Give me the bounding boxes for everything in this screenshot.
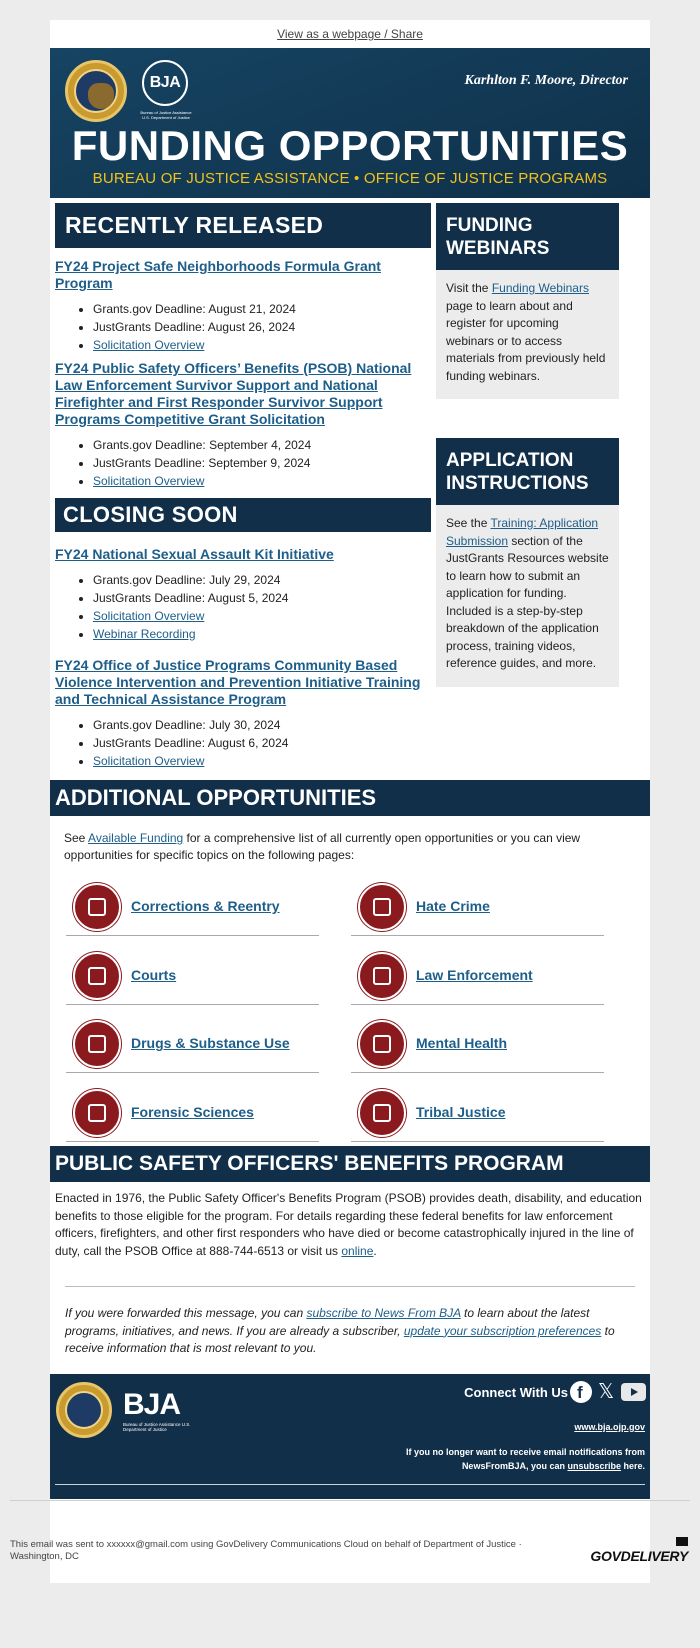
detail-link[interactable]: Solicitation Overview bbox=[93, 609, 205, 623]
topic-item[interactable] bbox=[66, 945, 319, 1005]
forwarded-text-3: to receive information that is most relevant to you. bbox=[65, 1323, 615, 1355]
detail-link[interactable]: Solicitation Overview bbox=[93, 754, 205, 768]
bja-site-link[interactable]: www.bja.ojp.gov bbox=[574, 1421, 645, 1432]
building-icon[interactable] bbox=[73, 883, 121, 931]
closing-item-details bbox=[93, 571, 431, 643]
topic-link[interactable]: Tribal Justice bbox=[416, 1103, 506, 1120]
psob-heading: PUBLIC SAFETY OFFICERS' BENEFITS PROGRAM bbox=[50, 1146, 650, 1182]
update-preferences-link[interactable]: update your subscription preferences bbox=[403, 1323, 602, 1338]
webinars-text-post: page to learn about and register for upcoming webinars or to access materials from previously held funding webinars. bbox=[446, 298, 606, 383]
closing-item-details bbox=[93, 716, 431, 770]
topic-link[interactable]: Law Enforcement bbox=[416, 966, 533, 983]
recent-item-title[interactable]: FY24 Project Safe Neighborhoods Formula Grant Program bbox=[55, 258, 381, 291]
envelope-icon bbox=[676, 1537, 688, 1546]
funding-webinars-heading: FUNDING WEBINARS bbox=[436, 203, 619, 270]
director-name: Karhlton F. Moore, Director bbox=[464, 73, 628, 88]
connect-with-us-label: Connect With Us bbox=[464, 1384, 568, 1400]
topic-item[interactable] bbox=[351, 945, 604, 1005]
badge-sub-text: Bureau of Justice Assistance U.S. Department of Justice bbox=[140, 110, 192, 120]
doj-seal-icon bbox=[65, 60, 127, 122]
detail-link[interactable]: Webinar Recording bbox=[93, 627, 196, 641]
topic-item[interactable] bbox=[351, 1082, 604, 1142]
instructions-text-post: section of the JustGrants Resources website to learn how to submit an application for funding. Included is a step-by-step breakdown of the application process, training videos, reference guides, and more. bbox=[446, 533, 609, 670]
deadline-line: • Grants.gov Deadline: August 21, 2024 bbox=[93, 300, 431, 318]
funding-webinars-body bbox=[436, 270, 619, 399]
deadline-line: • JustGrants Deadline: August 5, 2024 bbox=[93, 589, 431, 607]
topic-link[interactable]: Courts bbox=[131, 966, 177, 983]
bja-anniversary-badge-icon bbox=[136, 56, 196, 122]
funding-webinars-link[interactable]: Funding Webinars bbox=[491, 281, 589, 295]
govdelivery-logo: GOVDELIVERY bbox=[590, 1548, 688, 1564]
additional-text-pre: See bbox=[64, 831, 89, 845]
detail-link[interactable]: Solicitation Overview bbox=[93, 474, 205, 488]
deadline-line: • Grants.gov Deadline: September 4, 2024 bbox=[93, 436, 431, 454]
badge-logo-text: BJA bbox=[149, 74, 181, 91]
sent-to-note: This email was sent to xxxxxx@gmail.com using GovDelivery Communications Cloud on behalf of Department of Justice · Washington, DC bbox=[10, 1539, 522, 1562]
footer-bja-sub: Bureau of Justice Assistance U.S. Department of Justice bbox=[123, 1421, 191, 1432]
topic-link[interactable]: Drugs & Substance Use bbox=[131, 1035, 290, 1051]
gavel-icon[interactable] bbox=[358, 1089, 406, 1137]
email-container bbox=[50, 20, 650, 1583]
detail-link[interactable]: Solicitation Overview bbox=[93, 338, 205, 352]
deadline-line: • JustGrants Deadline: August 6, 2024 bbox=[93, 734, 431, 752]
application-instructions-body bbox=[436, 505, 619, 687]
psob-body bbox=[50, 1182, 650, 1272]
detail-link-item bbox=[93, 472, 431, 490]
right-column bbox=[436, 203, 619, 687]
recent-item-title[interactable]: FY24 Public Safety Officers’ Benefits (PSOB) National Law Enforcement Survivor Support and National Firefighter and First Responder Survivor Support Programs Competitive Grant Solicitation bbox=[55, 360, 412, 427]
topic-grid bbox=[50, 870, 650, 1146]
head-heart-icon[interactable] bbox=[358, 1020, 406, 1068]
additional-intro bbox=[50, 816, 650, 870]
header-banner bbox=[50, 48, 650, 198]
footer-divider bbox=[55, 1484, 645, 1485]
unsub-text-pre: If you no longer want to receive email notifications from NewsFromBJA, you can bbox=[405, 1446, 645, 1471]
topic-item[interactable] bbox=[66, 876, 319, 936]
deadline-line: • Grants.gov Deadline: July 30, 2024 bbox=[93, 716, 431, 734]
deadline-line: • Grants.gov Deadline: July 29, 2024 bbox=[93, 571, 431, 589]
footer-bja-logo: BJA bbox=[123, 1387, 181, 1421]
unsubscribe-note bbox=[385, 1445, 645, 1473]
unsub-text-post: here. bbox=[620, 1460, 645, 1471]
recent-item-details bbox=[93, 436, 431, 490]
available-funding-link[interactable]: Available Funding bbox=[88, 831, 184, 845]
instructions-text-pre: See the bbox=[446, 516, 491, 530]
application-instructions-heading: APPLICATION INSTRUCTIONS bbox=[436, 438, 619, 505]
closing-soon-heading: CLOSING SOON bbox=[55, 498, 431, 532]
detail-link-item bbox=[93, 336, 431, 354]
view-webpage-link[interactable]: View as a webpage / Share bbox=[277, 27, 423, 41]
psob-text-end: . bbox=[373, 1243, 377, 1258]
closing-soon-list bbox=[55, 546, 431, 770]
topic-link[interactable]: Corrections & Reentry bbox=[131, 898, 280, 914]
training-application-link[interactable]: Training: Application Submission bbox=[446, 516, 599, 548]
page-subtitle: BUREAU OF JUSTICE ASSISTANCE • OFFICE OF JUSTICE PROGRAMS bbox=[92, 170, 608, 187]
detail-link-item bbox=[93, 625, 431, 643]
topic-link[interactable]: Mental Health bbox=[416, 1035, 508, 1051]
topic-link[interactable]: Hate Crime bbox=[416, 898, 490, 914]
detail-link-item bbox=[93, 607, 431, 625]
topline bbox=[50, 20, 650, 48]
topic-item[interactable] bbox=[66, 1082, 319, 1142]
footer bbox=[50, 1374, 650, 1499]
x-twitter-icon[interactable]: 𝕏 bbox=[597, 1380, 615, 1403]
clipboard-pills-icon[interactable] bbox=[73, 1020, 121, 1068]
recently-released-list bbox=[55, 258, 431, 490]
unsubscribe-link[interactable]: unsubscribe bbox=[567, 1460, 621, 1471]
topic-item[interactable] bbox=[66, 1013, 319, 1073]
additional-opportunities-heading: ADDITIONAL OPPORTUNITIES bbox=[50, 780, 650, 816]
two-column-section bbox=[50, 198, 650, 780]
footer-doj-seal-icon bbox=[56, 1382, 112, 1438]
fist-icon[interactable] bbox=[358, 883, 406, 931]
page-title: FUNDING OPPORTUNITIES bbox=[71, 122, 629, 169]
closing-item-title[interactable]: FY24 National Sexual Assault Kit Initiative bbox=[55, 546, 334, 562]
youtube-icon[interactable] bbox=[621, 1383, 646, 1401]
magnifier-clipboard-icon[interactable] bbox=[73, 1089, 121, 1137]
deadline-line: • JustGrants Deadline: August 26, 2024 bbox=[93, 318, 431, 336]
courthouse-icon[interactable] bbox=[73, 952, 121, 1000]
left-column bbox=[55, 203, 431, 770]
subscribe-link[interactable]: subscribe to News From BJA bbox=[306, 1306, 461, 1320]
closing-item-title[interactable]: FY24 Office of Justice Programs Community Based Violence Intervention and Prevention Initiative Training and Technical Assistance Program bbox=[55, 657, 421, 707]
psob-online-link[interactable]: online bbox=[341, 1243, 374, 1258]
forwarded-text-1: If you were forwarded this message, you can bbox=[65, 1306, 307, 1320]
recent-item-details bbox=[93, 300, 431, 354]
topic-item[interactable] bbox=[351, 1013, 604, 1073]
police-badge-icon[interactable] bbox=[358, 952, 406, 1000]
bottom-divider bbox=[10, 1500, 690, 1501]
deadline-line: • JustGrants Deadline: September 9, 2024 bbox=[93, 454, 431, 472]
webinars-text-pre: Visit the bbox=[446, 281, 492, 295]
forwarded-note bbox=[50, 1287, 650, 1374]
psob-text: Enacted in 1976, the Public Safety Officer's Benefits Program (PSOB) provides death, disability, and education benefits to those eligible for the program. For details regarding these federal benefits for law enforcement officers, firefighters, and other first responders who have died or become catastrophically injured in the line of duty, call the PSOB Office at 888-744-6513 or visit us bbox=[55, 1191, 642, 1258]
topic-link[interactable]: Forensic Sciences bbox=[131, 1103, 254, 1120]
topic-item[interactable] bbox=[351, 876, 604, 936]
recently-released-heading: RECENTLY RELEASED bbox=[55, 203, 431, 248]
forwarded-text-2: to learn about the latest programs, initiatives, and news. If you are already a subscriber, bbox=[65, 1306, 590, 1338]
additional-text-post: for a comprehensive list of all currently open opportunities or you can view opportunities for specific topics on the following pages: bbox=[64, 831, 581, 862]
detail-link-item bbox=[93, 752, 431, 770]
facebook-icon[interactable] bbox=[570, 1381, 592, 1403]
